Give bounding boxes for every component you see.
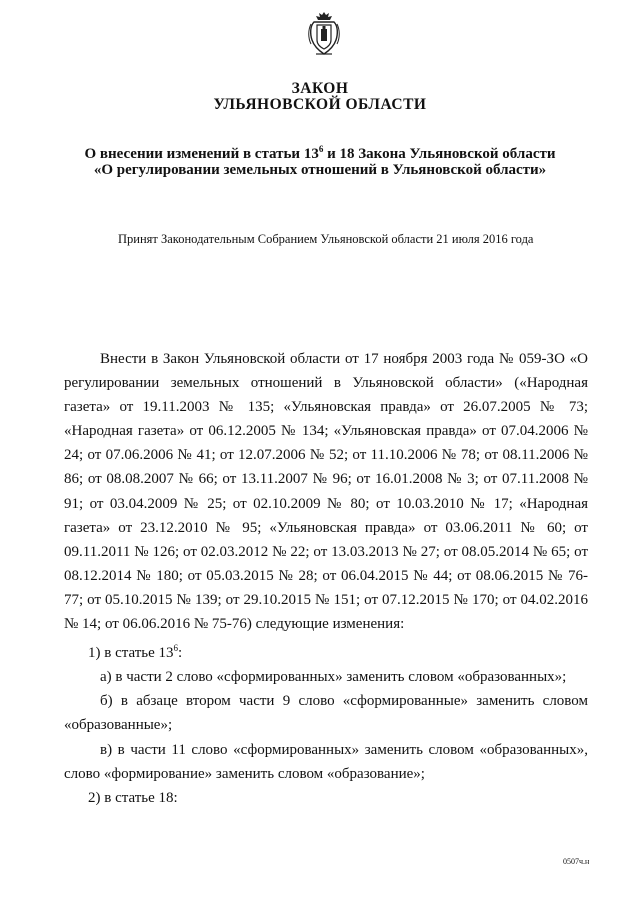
law-region-title: УЛЬЯНОВСКОЙ ОБЛАСТИ xyxy=(213,96,427,113)
law-subject-line2: «О регулировании земельных отношений в Ульяновской области» xyxy=(93,162,547,178)
intro-paragraph: Внести в Закон Ульяновской области от 17 ноября 2003 года № 059-ЗО «О регулировании земельных отношений в Ульяновской области» («Народная газета» от 19.11.2003 № 135; «Ульяновская правда» от 26.07.2005 № 73; «Народная газета» от 06.12.2005 № 134; «Ульяновская правда» от 07.04.2006 № 24; от 07.06.2006 № 41; от 12.07.2006 № 52; от 11.10.2006 № 78; от 08.11.2006 № 86; от 08.08.2007 № 66; от 13.11.2007 № 96; от 16.01.2008 № 3; от 07.11.2008 № 91; от 03.04.2009 № 25; от 02.10.2009 № 80; от 10.03.2010 № 17; «Народная газета» от 23.12.2010 № 95; «Ульяновская правда» от 03.06.2011 № 60; от 09.11.2011 № 126; от 02.03.2012 № 22; от 13.03.2013 № 27; от 08.05.2014 № 65; от 08.12.2014 № 180; от 05.03.2015 № 28; от 06.04.2015 № 44; от 08.06.2015 № 76-77; от 05.10.2015 № 139; от 29.10.2015 № 151; от 07.12.2015 № 170; от 04.02.2016 № 14; от 06.06.2016 № 75-76) следующие изменения: xyxy=(64,351,588,633)
item-1-b-line2: «образованные»; xyxy=(64,717,173,734)
law-subject-line1: О внесении изменений в статьи $13^6$ и 18 Закона Ульяновской области xyxy=(84,144,556,162)
adoption-note: Принят Законодательным Собранием Ульяновской области 21 июля 2016 года xyxy=(118,232,534,246)
item-2-heading: 2) в статье 18: xyxy=(88,789,178,806)
item-1-heading: 1) в статье $13^6$: xyxy=(88,643,183,662)
item-1-b-line1: б) в абзаце втором части 9 слово «сформированные» заменить словом xyxy=(100,693,588,710)
item-1-c-line1: в) в части 11 слово «сформированных» заменить словом «образованных», xyxy=(100,741,588,758)
law-body xyxy=(64,347,588,810)
item-1-a: а) в части 2 слово «сформированных» заменить словом «образованных»; xyxy=(100,669,567,686)
law-title: ЗАКОН xyxy=(291,80,349,97)
item-1-c-line2: слово «формирование» заменить словом «образование»; xyxy=(64,765,425,782)
coat-of-arms-icon xyxy=(306,10,342,58)
document-code: 0507ч.н xyxy=(563,857,590,866)
